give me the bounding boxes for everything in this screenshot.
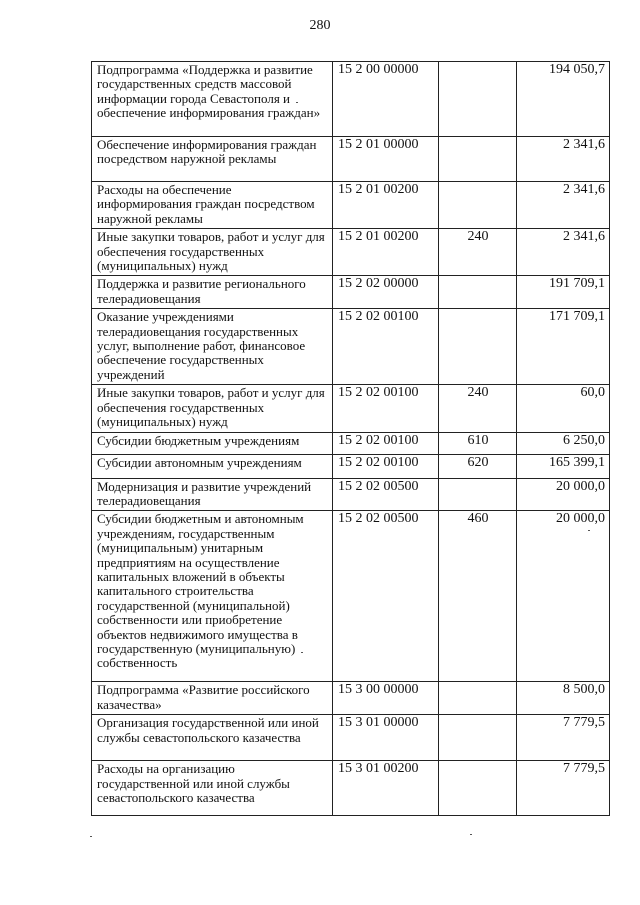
name-cell: Модернизация и развитие учреждений телерадиовещания bbox=[92, 478, 333, 511]
table-row bbox=[92, 182, 610, 229]
amount-cell: 2 341,6 bbox=[517, 182, 610, 229]
code-cell: 15 2 01 00200 bbox=[333, 229, 439, 276]
code-cell: 15 2 02 00100 bbox=[333, 432, 439, 454]
expense-type-cell bbox=[439, 182, 517, 229]
name-cell: Расходы на организацию государственной или иной службы севастопольского казачества bbox=[92, 761, 333, 816]
table-row bbox=[92, 62, 610, 137]
table-row bbox=[92, 511, 610, 682]
name-cell: Подпрограмма «Поддержка и развитие государственных средств массовой информации города Севастополя и обеспечение информирования граждан» bbox=[92, 62, 333, 137]
expense-type-cell bbox=[439, 276, 517, 309]
table-row bbox=[92, 309, 610, 385]
code-cell: 15 2 00 00000 bbox=[333, 62, 439, 137]
amount-cell: 20 000,0 bbox=[517, 511, 610, 682]
expense-type-cell: 240 bbox=[439, 229, 517, 276]
code-cell: 15 2 02 00100 bbox=[333, 385, 439, 432]
table-row bbox=[92, 761, 610, 816]
table-row bbox=[92, 715, 610, 761]
code-cell: 15 3 01 00200 bbox=[333, 761, 439, 816]
table-row bbox=[92, 137, 610, 182]
name-cell: Субсидии бюджетным и автономным учреждениям, государственным (муниципальным) унитарным предприятиям на осуществление капитальных вложений в объекты капитального строительства государственной (муниципальной) собственности или приобретение объектов недвижимого имущества в государственную (муниципальную) собственность bbox=[92, 511, 333, 682]
table-row bbox=[92, 229, 610, 276]
table-row bbox=[92, 682, 610, 715]
scan-speck bbox=[296, 102, 298, 103]
table-row bbox=[92, 432, 610, 454]
name-cell: Обеспечение информирования граждан посредством наружной рекламы bbox=[92, 137, 333, 182]
amount-cell: 7 779,5 bbox=[517, 715, 610, 761]
code-cell: 15 2 02 00100 bbox=[333, 454, 439, 478]
scan-speck bbox=[301, 652, 303, 653]
code-cell: 15 3 00 00000 bbox=[333, 682, 439, 715]
expense-type-cell bbox=[439, 309, 517, 385]
code-cell: 15 2 02 00500 bbox=[333, 511, 439, 682]
expense-type-cell bbox=[439, 682, 517, 715]
budget-table-body bbox=[92, 62, 610, 816]
code-cell: 15 2 02 00500 bbox=[333, 478, 439, 511]
name-cell: Иные закупки товаров, работ и услуг для обеспечения государственных (муниципальных) нужд bbox=[92, 229, 333, 276]
scan-speck bbox=[90, 836, 92, 837]
amount-cell: 165 399,1 bbox=[517, 454, 610, 478]
amount-cell: 7 779,5 bbox=[517, 761, 610, 816]
name-cell: Поддержка и развитие регионального телерадиовещания bbox=[92, 276, 333, 309]
budget-table bbox=[91, 61, 610, 816]
name-cell: Расходы на обеспечение информирования граждан посредством наружной рекламы bbox=[92, 182, 333, 229]
expense-type-cell: 240 bbox=[439, 385, 517, 432]
table-row bbox=[92, 454, 610, 478]
amount-cell: 2 341,6 bbox=[517, 137, 610, 182]
expense-type-cell bbox=[439, 761, 517, 816]
amount-cell: 60,0 bbox=[517, 385, 610, 432]
name-cell: Подпрограмма «Развитие российского казачества» bbox=[92, 682, 333, 715]
table-row bbox=[92, 276, 610, 309]
code-cell: 15 2 02 00100 bbox=[333, 309, 439, 385]
code-cell: 15 3 01 00000 bbox=[333, 715, 439, 761]
expense-type-cell bbox=[439, 62, 517, 137]
scan-speck bbox=[470, 834, 472, 835]
code-cell: 15 2 01 00000 bbox=[333, 137, 439, 182]
code-cell: 15 2 01 00200 bbox=[333, 182, 439, 229]
code-cell: 15 2 02 00000 bbox=[333, 276, 439, 309]
expense-type-cell bbox=[439, 137, 517, 182]
amount-cell: 8 500,0 bbox=[517, 682, 610, 715]
expense-type-cell bbox=[439, 478, 517, 511]
amount-cell: 6 250,0 bbox=[517, 432, 610, 454]
amount-cell: 171 709,1 bbox=[517, 309, 610, 385]
name-cell: Субсидии автономным учреждениям bbox=[92, 454, 333, 478]
amount-cell: 194 050,7 bbox=[517, 62, 610, 137]
expense-type-cell: 460 bbox=[439, 511, 517, 682]
page-number: 280 bbox=[309, 18, 331, 33]
expense-type-cell bbox=[439, 715, 517, 761]
name-cell: Организация государственной или иной службы севастопольского казачества bbox=[92, 715, 333, 761]
name-cell: Иные закупки товаров, работ и услуг для обеспечения государственных (муниципальных) нужд bbox=[92, 385, 333, 432]
amount-cell: 191 709,1 bbox=[517, 276, 610, 309]
amount-cell: 20 000,0 bbox=[517, 478, 610, 511]
table-row bbox=[92, 478, 610, 511]
table-row bbox=[92, 385, 610, 432]
expense-type-cell: 610 bbox=[439, 432, 517, 454]
expense-type-cell: 620 bbox=[439, 454, 517, 478]
name-cell: Субсидии бюджетным учреждениям bbox=[92, 432, 333, 454]
scan-speck bbox=[588, 530, 590, 531]
amount-cell: 2 341,6 bbox=[517, 229, 610, 276]
name-cell: Оказание учреждениями телерадиовещания государственных услуг, выполнение работ, финансовое обеспечение государственных учреждений bbox=[92, 309, 333, 385]
